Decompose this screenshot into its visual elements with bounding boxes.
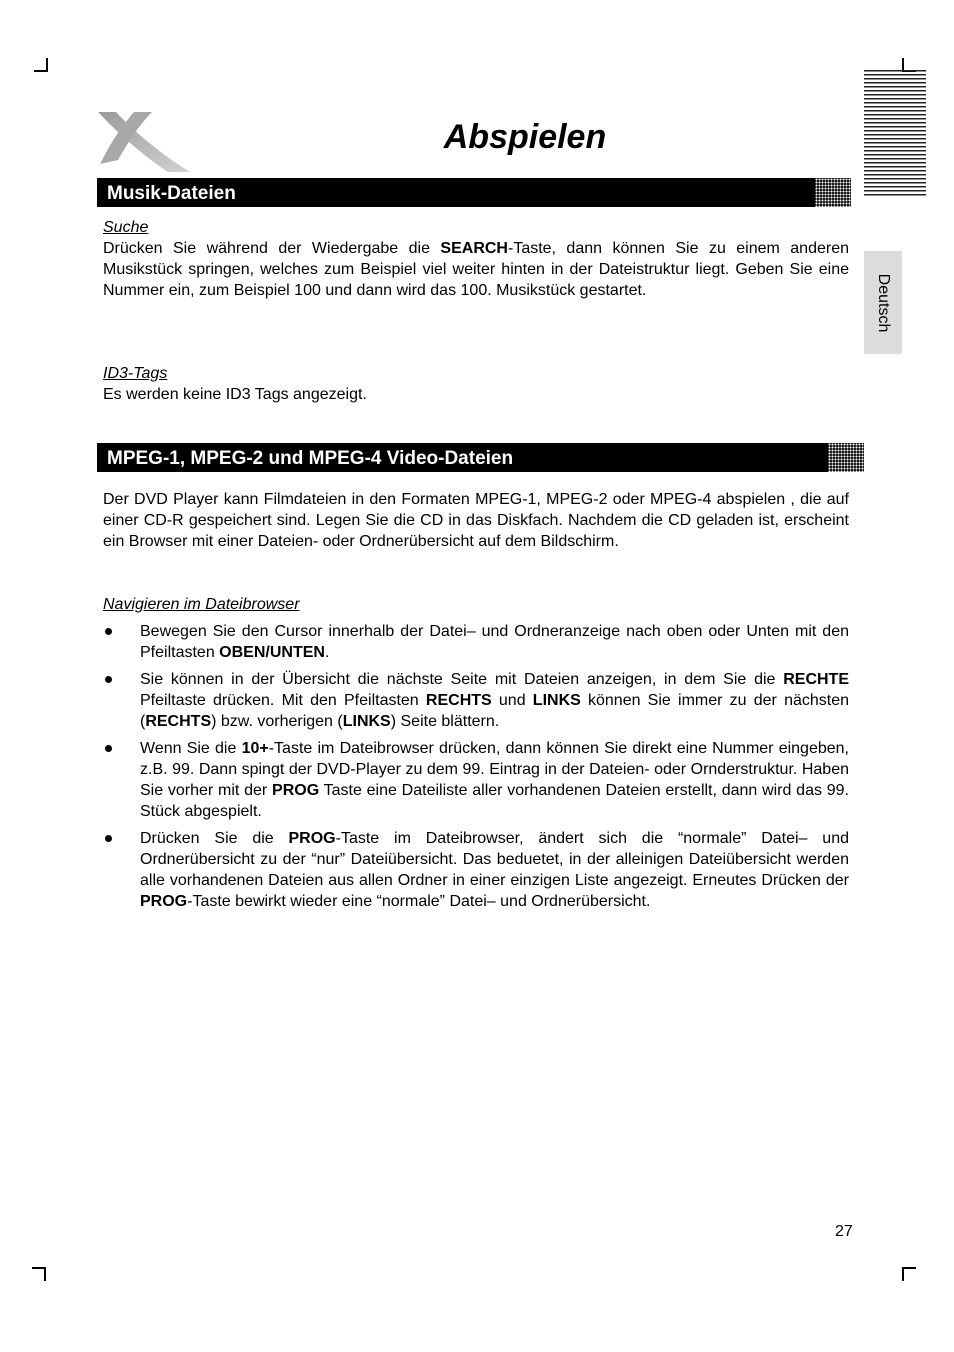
bold-keyword: LINKS bbox=[342, 713, 391, 730]
section-heading-musik-dateien bbox=[97, 178, 851, 207]
bold-keyword: RECHTE bbox=[783, 671, 849, 688]
bold-keyword: 10+ bbox=[241, 740, 269, 757]
bold-keyword: RECHTS bbox=[145, 713, 212, 730]
navigation-bullet-list bbox=[103, 621, 849, 918]
text-run: Sie können in der Übersicht die nächste Seite mit Dateien anzeigen, in dem Sie die bbox=[140, 671, 784, 688]
page-title: Abspielen bbox=[443, 118, 607, 156]
text-run: Bewegen Sie den Cursor innerhalb der Datei– und Ordneranzeige nach oben oder Unten mit den Pfeiltasten bbox=[140, 623, 849, 661]
text-run: -Taste im Dateibrowser, ändert sich die “normale” Datei– und Ordnerübersicht zu der “nur” Dateiübersicht. Das beduetet, in der alleinigen Dateiübersicht werden alle vorhandenen Dateien aus allen Ordner in einer einzigen Liste angezeigt. Erneutes Drücken der bbox=[140, 830, 849, 889]
bold-keyword: LINKS bbox=[532, 692, 581, 709]
list-item bbox=[103, 621, 849, 663]
text-run: Wenn Sie die bbox=[140, 740, 242, 757]
bold-keyword: PROG bbox=[140, 893, 188, 910]
text-run: ) bzw. vorherigen ( bbox=[211, 713, 343, 730]
bold-keyword: SEARCH bbox=[440, 240, 508, 257]
paragraph-suche bbox=[103, 238, 849, 301]
language-tab bbox=[864, 251, 902, 354]
language-tab-label: Deutsch bbox=[875, 273, 892, 332]
subheading-id3-tags: ID3-Tags bbox=[103, 365, 168, 382]
paragraph-video-intro: Der DVD Player kann Filmdateien in den Formaten MPEG-1, MPEG-2 oder MPEG-4 abspielen , die auf einer CD-R gespeichert sind. Legen Sie die CD in das Diskfach. Nachdem die CD geladen ist, erscheint ein Browser mit einer Dateien- oder Ordnerübersicht auf dem Bildschirm. bbox=[103, 491, 849, 550]
text-run: Drücken Sie während der Wiedergabe die bbox=[103, 240, 441, 257]
list-item bbox=[103, 828, 849, 912]
bold-keyword: PROG bbox=[272, 782, 320, 799]
dot-pattern bbox=[828, 443, 864, 472]
section-heading-text: Musik-Dateien bbox=[107, 183, 236, 204]
subheading-suche: Suche bbox=[103, 219, 149, 236]
page-number: 27 bbox=[835, 1223, 853, 1240]
text-run: können Sie immer zu der nächsten ( bbox=[140, 692, 850, 730]
text-run: ) Seite blättern. bbox=[390, 713, 500, 730]
text-run: Taste eine Dateiliste aller vorhandenen Dateien erstellt, dann wird das 99. Stück abgespielt. bbox=[140, 782, 849, 820]
crop-mark-bottom-right bbox=[902, 1267, 916, 1281]
text-run: und bbox=[491, 692, 533, 709]
paragraph-id3-tags: Es werden keine ID3 Tags angezeigt. bbox=[103, 386, 367, 403]
subheading-navigieren: Navigieren im Dateibrowser bbox=[103, 596, 300, 613]
text-run: Pfeiltaste drücken. Mit den Pfeiltasten bbox=[140, 692, 426, 709]
list-item bbox=[103, 669, 849, 732]
section-heading-video-dateien bbox=[97, 443, 864, 472]
crop-mark-bottom-left bbox=[32, 1267, 46, 1281]
text-run: Drücken Sie die bbox=[140, 830, 289, 847]
list-item bbox=[103, 738, 849, 822]
text-run: -Taste, dann können Sie zu einem anderen Musikstück springen, welches zum Beispiel viel weiter hinten in der Dateistruktur liegt. Geben Sie eine Nummer ein, zum Beispiel 100 und dann wird das 100. Musikstück gestartet. bbox=[103, 240, 850, 299]
text-run: -Taste im Dateibrowser drücken, dann können Sie direkt eine Nummer eingeben, z.B. 99. Dann spingt der DVD-Player zu dem 99. Eintrag in der Dateien- oder Ornderstruktur. Haben Sie vorher mit der bbox=[140, 740, 849, 799]
text-run: -Taste bewirkt wieder eine “normale” Datei– und Ordnerübersicht. bbox=[187, 893, 651, 910]
bold-keyword: OBEN/UNTEN bbox=[219, 644, 325, 661]
text-run: . bbox=[324, 644, 330, 661]
bold-keyword: PROG bbox=[288, 830, 336, 847]
section-heading-text: MPEG-1, MPEG-2 und MPEG-4 Video-Dateien bbox=[107, 448, 514, 469]
bold-keyword: RECHTS bbox=[425, 692, 492, 709]
dot-pattern bbox=[815, 178, 851, 207]
crop-mark-top-left bbox=[34, 58, 48, 72]
